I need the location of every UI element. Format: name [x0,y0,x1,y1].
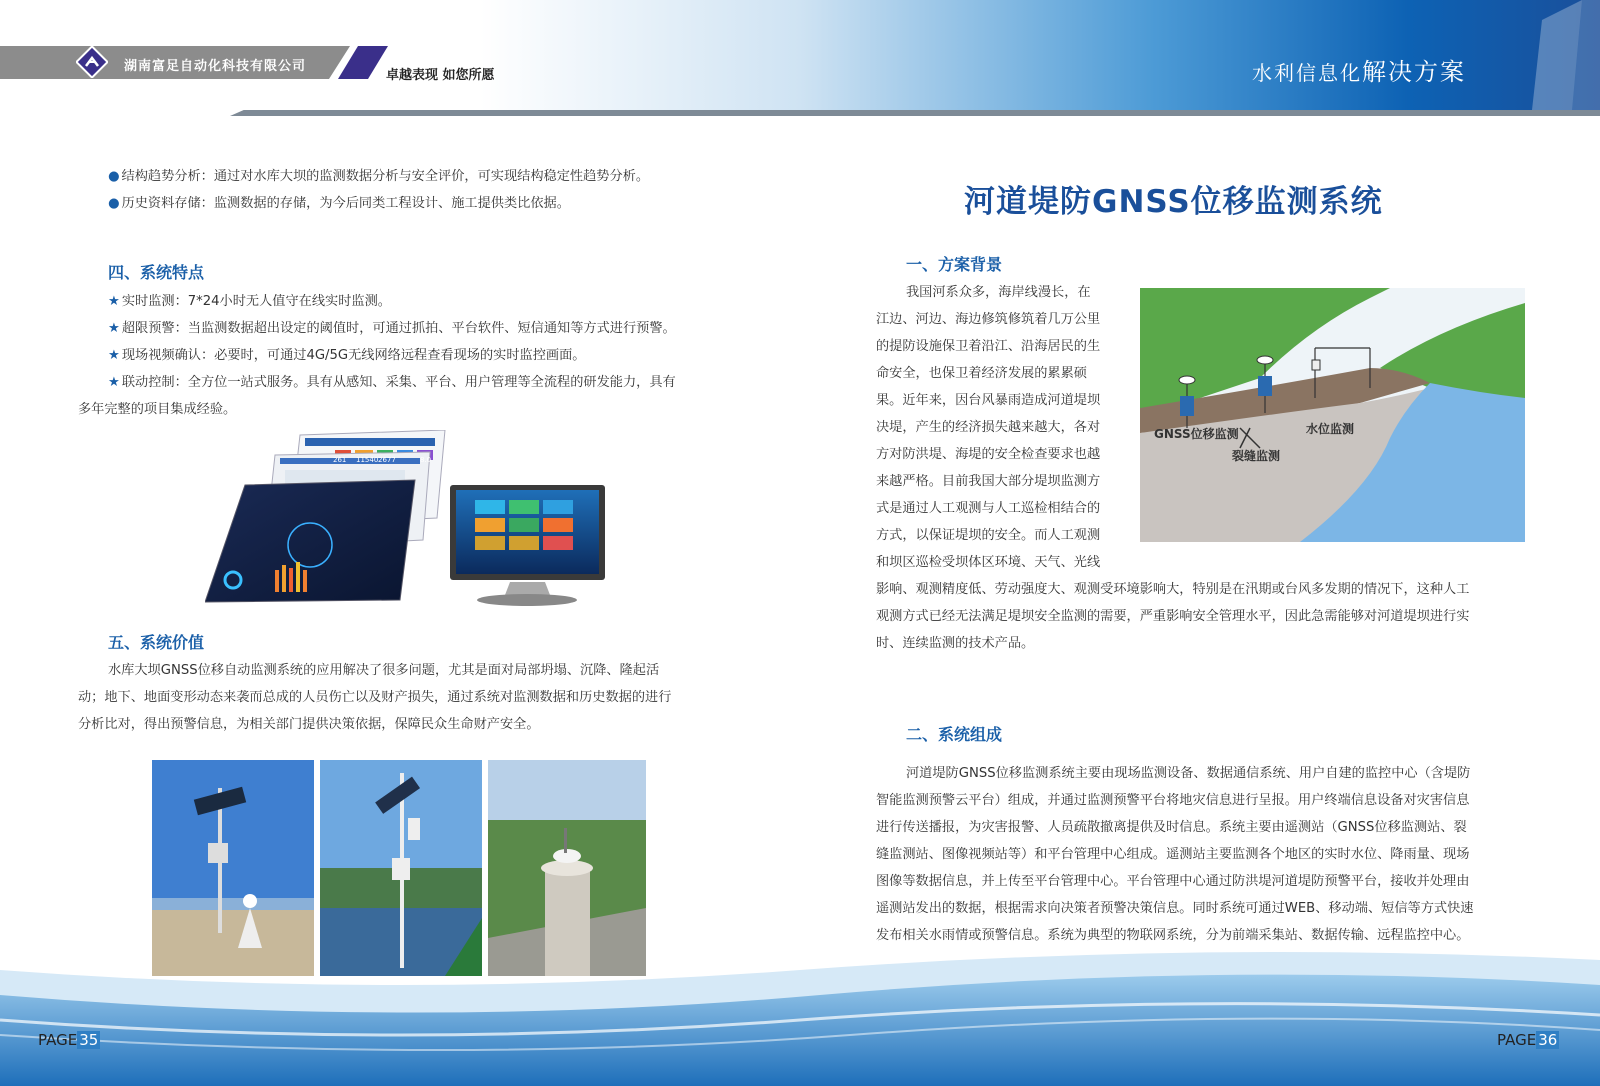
paragraph-line: 分析比对，得出预警信息，为相关部门提供决策依据，保障民众生命财产安全。 [78,717,540,732]
paragraph-line: 进行传送播报，为灾害报警、人员疏散撤离提供及时信息。系统主要由遥测站（GNSS位移监测站、裂 [876,820,1467,835]
section5-body [78,657,738,738]
dash-stat-3: 2677 [378,456,396,464]
paragraph-line: 式是通过人工观测与人工巡检相结合的 [876,501,1101,516]
list-item: ● 历史资料存储：监测数据的存储，为今后同类工程设计、施工提供类比依据。 [108,196,570,211]
list-item: ★ 现场视频确认：必要时，可通过4G/5G无线网络远程查看现场的实时监控画面。 [108,348,586,363]
list-item: ★ 联动控制：全方位一站式服务。具有从感知、采集、平台、用户管理等全流程的研发能力，具有 [108,375,676,390]
paragraph-line: 江边、河边、海边修筑修筑着几万公里 [876,312,1101,327]
brochure-title-small: 水利信息化 [1252,61,1362,85]
paragraph-line: 和坝区巡检受坝体区环境、天气、光线 [876,555,1101,570]
bullet-dot-icon: ● [108,196,120,211]
star-icon: ★ [108,321,120,336]
paragraph-line: 影响、观测精度低、劳动强度大、观测受环境影响大，特别是在汛期或台风多发期的情况下，这种人工 [876,582,1470,597]
paragraph-line: 观测方式已经无法满足堤坝安全监测的需要，严重影响安全管理水平，因此急需能够对河道堤坝进行实 [876,609,1470,624]
left-page-number: PAGE 35 [38,1031,99,1049]
crack-label: 裂缝监测 [1232,449,1281,463]
section2-heading: 二、系统组成 [906,725,1003,744]
paragraph-line: 来越严格。目前我国大部分堤坝监测方 [876,474,1101,489]
paragraph-line: 决堤，产生的经济损失越来越大，各对 [876,420,1101,435]
paragraph-line: 动；地下、地面变形动态来袭而总成的人员伤亡以及财产损失，通过系统对监测数据和历史数据的进行 [78,690,672,705]
brochure-title-big: 解决方案 [1362,58,1466,86]
brochure-title [1252,52,1466,87]
section4-heading: 四、系统特点 [108,263,205,282]
paragraph-line: 遥测站发出的数据，根据需求向决策者预警决策信息。同时系统可通过WEB、移动端、短信等方式快速 [876,901,1474,916]
paragraph-line: 方对防洪堤、海堤的安全检查要求也越 [876,447,1101,462]
slogan: 卓越表现 如您所愿 [386,68,495,83]
bullet-dot-icon: ● [108,169,120,184]
page-number-badge: 36 [1538,1031,1558,1049]
paragraph-line: 命安全，也保卫着经济发展的累累硕 [876,366,1087,381]
page-title: 河道堤防GNSS位移监测系统 [964,184,1383,220]
paragraph-line: 方式，以保证堤坝的安全。而人工观测 [876,528,1101,543]
list-item: ★ 超限预警：当监测数据超出设定的阈值时，可通过抓拍、平台软件、短信通知等方式进行预警。 [108,321,676,336]
right-page-number: PAGE 36 [1497,1031,1558,1049]
list-item: ● 结构趋势分析：通过对水库大坝的监测数据分析与安全评价，可实现结构稳定性趋势分析。 [108,169,650,184]
paragraph-line: 智能监测预警云平台）组成，并通过监测预警平台将地灾信息进行呈报。用户终端信息设备对灾害信息 [876,793,1470,808]
paragraph-line: 水库大坝GNSS位移自动监测系统的应用解决了很多问题，尤其是面对局部坍塌、沉降、隆起活 [108,663,660,678]
section2-body [876,760,1536,949]
company-logo-icon [76,46,108,78]
paragraph-line: 发布相关水雨情或预警信息。系统为典型的物联网系统，分为前端采集站、数据传输、远程监控中心。 [876,928,1470,943]
star-icon: ★ [108,294,120,309]
dashboard-screens-illustration [205,430,625,620]
paragraph-line: 果。近年来，因台风暴雨造成河道堤坝 [876,393,1101,408]
section1-narrow-body [876,279,1126,576]
water-level-label: 水位监测 [1306,422,1355,436]
page-number-badge: 35 [79,1031,99,1049]
paragraph-line: 缝监测站、图像视频站等）和平台管理中心组成。遥测站主要监测各个地区的实时水位、降雨量、现场 [876,847,1470,862]
company-name: 湖南富足自动化科技有限公司 [124,59,307,74]
section1-heading: 一、方案背景 [906,255,1003,274]
paragraph-line: 的提防设施保卫着沿江、沿海居民的生 [876,339,1101,354]
section5-heading: 五、系统价值 [108,633,205,652]
gnss-label: GNSS位移监测 [1154,427,1239,441]
intro-list [108,163,728,217]
list-item: ★ 实时监测：7*24小时无人值守在线实时监测。 [108,294,391,309]
star-icon: ★ [108,375,120,390]
dash-stat-4: 8.0 [420,456,432,464]
dash-stat-2: 11540 [356,456,379,464]
paragraph-line: 图像等数据信息，并上传至平台管理中心。平台管理中心通过防洪堤河道堤防预警平台，接收并处理由 [876,874,1470,889]
paragraph-line: 我国河系众多，海岸线漫长，在 [906,285,1091,300]
paragraph-line: 河道堤防GNSS位移监测系统主要由现场监测设备、数据通信系统、用户自建的监控中心（含堤防 [906,766,1471,781]
section1-wide-body [876,576,1536,657]
features-list [78,288,738,423]
list-item-continuation: 多年完整的项目集成经验。 [78,402,237,417]
dash-stat-1: 261 [333,456,347,464]
header-glass-decoration [1512,0,1600,110]
paragraph-line: 时、连续监测的技术产品。 [876,636,1035,651]
river-monitoring-diagram [1140,288,1525,542]
footer-wave-decoration [0,940,1600,1086]
star-icon: ★ [108,348,120,363]
header-divider [230,110,1600,116]
